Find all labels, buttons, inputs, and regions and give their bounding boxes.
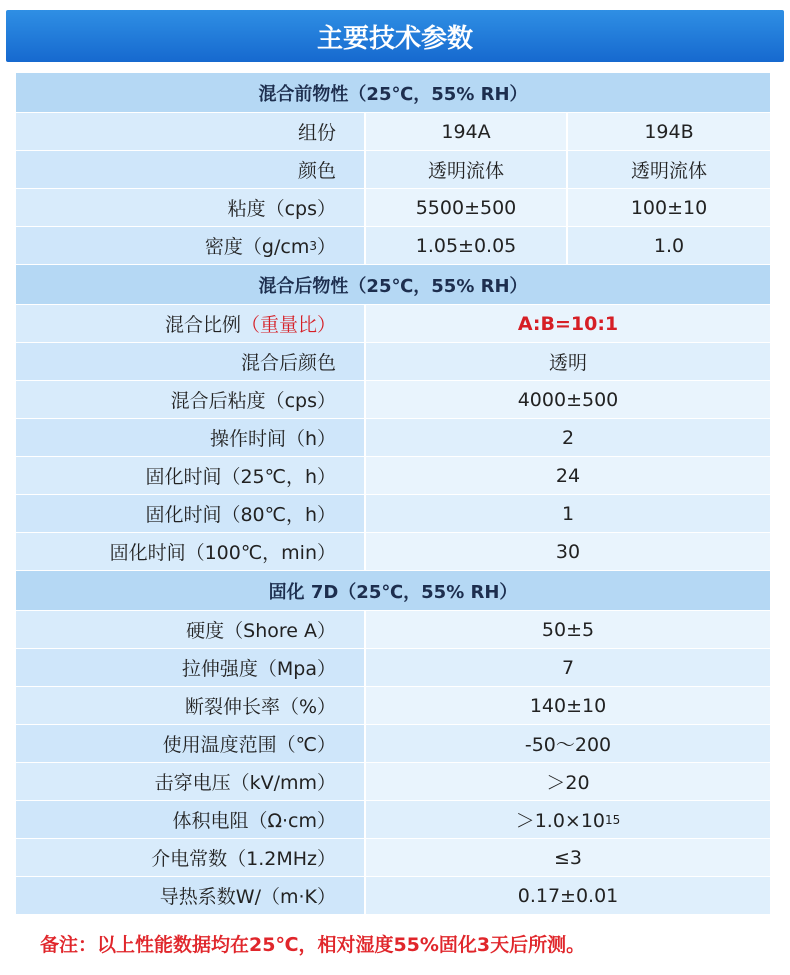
- table-row: [16, 611, 770, 649]
- row-label: 击穿电压（kV/mm）: [16, 763, 366, 800]
- row-value: 0.17±0.01: [366, 877, 770, 914]
- value-194b: 100±10: [568, 189, 770, 226]
- row-value: -50～200: [366, 725, 770, 762]
- row-value: ＞1.0×10 15: [366, 801, 770, 838]
- footnote: 备注：以上性能数据均在25℃，相对湿度55%固化3天后所测。: [40, 934, 586, 956]
- section-heading-post-mix: 混合后物性（25℃，55% RH）: [16, 265, 770, 305]
- row-label: 粘度（cps）: [16, 189, 366, 226]
- row-label: 断裂伸长率（%）: [16, 687, 366, 724]
- row-value: 2: [366, 419, 770, 456]
- table-row: [16, 533, 770, 571]
- row-label: [16, 305, 366, 342]
- row-value: 24: [366, 457, 770, 494]
- row-label: 操作时间（h）: [16, 419, 366, 456]
- row-value: 1: [366, 495, 770, 532]
- row-label: 使用温度范围（℃）: [16, 725, 366, 762]
- row-label: 组份: [16, 113, 366, 150]
- row-value: 4000±500: [366, 381, 770, 418]
- table-row: [16, 419, 770, 457]
- table-row: [16, 687, 770, 725]
- table-row: [16, 227, 770, 265]
- value-194a: 透明流体: [366, 151, 568, 188]
- mix-ratio-unit: （重量比）: [240, 314, 336, 336]
- table-row: [16, 381, 770, 419]
- row-label: 混合后颜色: [16, 343, 366, 380]
- spec-table: [16, 73, 770, 915]
- table-row: [16, 113, 770, 151]
- table-row: [16, 839, 770, 877]
- row-value: 140±10: [366, 687, 770, 724]
- row-label: 固化时间（100℃，min）: [16, 533, 366, 570]
- table-row: [16, 343, 770, 381]
- row-value: 30: [366, 533, 770, 570]
- table-row: [16, 725, 770, 763]
- row-label: 颜色: [16, 151, 366, 188]
- density-label-text: 密度（g/cm: [204, 236, 310, 258]
- table-row: [16, 877, 770, 915]
- value-194b: 1.0: [568, 227, 770, 264]
- resistivity-base: ＞1.0×10: [515, 810, 606, 832]
- row-value: ≤3: [366, 839, 770, 876]
- table-row: [16, 763, 770, 801]
- value-194a: 5500±500: [366, 189, 568, 226]
- table-row: [16, 189, 770, 227]
- value-194b: 透明流体: [568, 151, 770, 188]
- row-value: 7: [366, 649, 770, 686]
- row-value: 透明: [366, 343, 770, 380]
- table-row: [16, 305, 770, 343]
- table-row: [16, 457, 770, 495]
- row-label: 体积电阻（Ω·cm）: [16, 801, 366, 838]
- value-194b: 194B: [568, 113, 770, 150]
- row-label: 硬度（Shore A）: [16, 611, 366, 648]
- row-label: 固化时间（25℃，h）: [16, 457, 366, 494]
- value-194a: 1.05±0.05: [366, 227, 568, 264]
- table-row: [16, 801, 770, 839]
- row-label: 固化时间（80℃，h）: [16, 495, 366, 532]
- value-194a: 194A: [366, 113, 568, 150]
- row-value: 50±5: [366, 611, 770, 648]
- row-label: 导热系数W/（m·K）: [16, 877, 366, 914]
- row-label: 混合后粘度（cps）: [16, 381, 366, 418]
- mix-ratio-label: 混合比例: [164, 314, 241, 336]
- table-row: [16, 495, 770, 533]
- table-row: [16, 151, 770, 189]
- page-title: 主要技术参数: [6, 10, 784, 62]
- row-label: 介电常数（1.2MHz）: [16, 839, 366, 876]
- section-heading-pre-mix: 混合前物性（25℃，55% RH）: [16, 73, 770, 113]
- table-row: [16, 649, 770, 687]
- density-label-close: ）: [316, 236, 336, 258]
- row-label: 密度（g/cm 3 ）: [16, 227, 366, 264]
- row-label: 拉伸强度（Mpa）: [16, 649, 366, 686]
- mix-ratio-value: A:B=10:1: [366, 305, 770, 342]
- row-value: ＞20: [366, 763, 770, 800]
- section-heading-cured: 固化 7D（25℃，55% RH）: [16, 571, 770, 611]
